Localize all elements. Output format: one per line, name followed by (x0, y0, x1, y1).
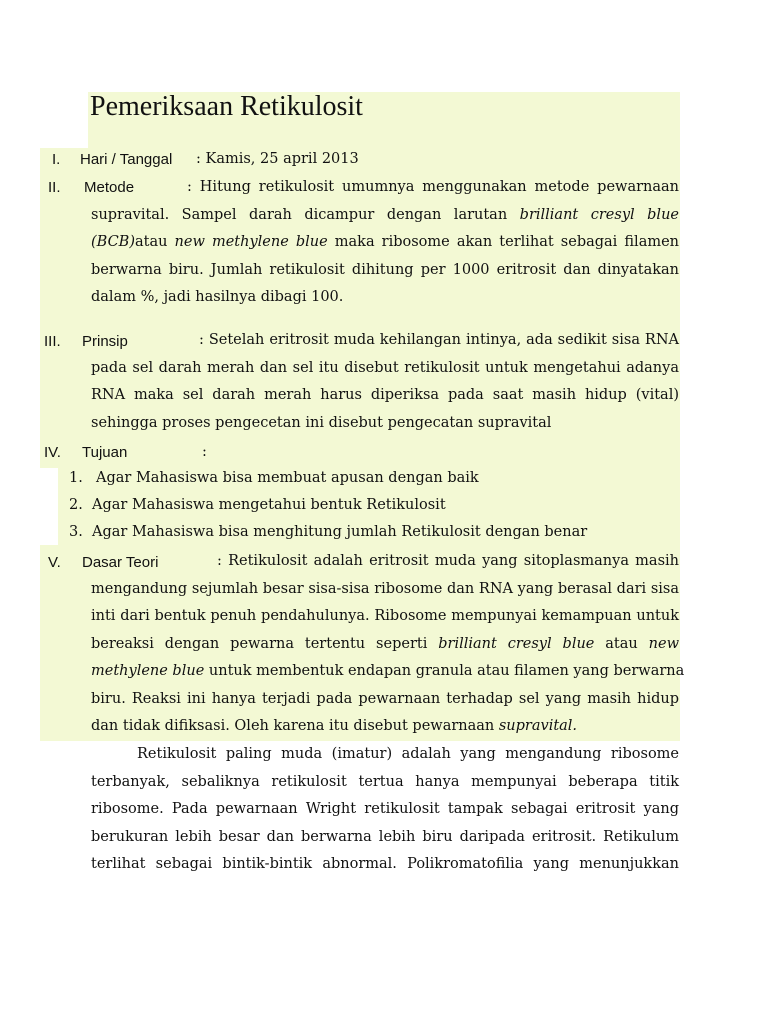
metode-line-5: dalam %, jadi hasilnya dibagi 100. (91, 289, 344, 305)
section-1-number: I. (52, 151, 61, 168)
section-2-heading: Metode (84, 179, 135, 196)
section-5-heading: Dasar Teori (82, 554, 159, 571)
section-4-number: IV. (44, 444, 61, 461)
teori-line-7: dan tidak difiksasi. Oleh karena itu disebut pewarnaan supravital. (91, 718, 578, 734)
prinsip-line-1: : Setelah eritrosit muda kehilangan intinya, ada sedikit sisa RNA (199, 332, 679, 348)
section-5-body (91, 548, 685, 741)
goal-3-number: 3. (69, 524, 83, 540)
section-5-number: V. (48, 554, 61, 571)
teori-line-3: inti dari bentuk penuh pendahulunya. Ribosome mempunyai kemampuan untuk (91, 608, 679, 624)
teori-line-1: : Retikulosit adalah eritrosit muda yang sitoplasmanya masih (217, 553, 679, 569)
section-3-heading: Prinsip (82, 333, 128, 350)
section-2-number: II. (48, 179, 61, 196)
teori-line-5: methylene blue untuk membentuk endapan granula atau filamen yang berwarna (91, 663, 685, 679)
goal-2-number: 2. (69, 497, 83, 513)
metode-line-3: (BCB)atau new methylene blue maka ribosome akan terlihat sebagai filamen (91, 234, 680, 250)
section-1-text: : Kamis, 25 april 2013 (196, 151, 359, 167)
para2-line-4: berukuran lebih besar dan berwarna lebih biru daripada eritrosit. Retikulum (91, 828, 679, 845)
section-4-heading: Tujuan (82, 444, 128, 461)
goal-2-text: Agar Mahasiswa mengetahui bentuk Retikulosit (92, 497, 446, 513)
metode-line-1: : Hitung retikulosit umumnya menggunakan metode pewarnaan (187, 179, 679, 195)
section-4-colon: : (202, 444, 207, 460)
goal-3-text: Agar Mahasiswa bisa menghitung jumlah Retikulosit dengan benar (92, 524, 588, 540)
teori-line-2: mengandung sejumlah besar sisa-sisa ribosome dan RNA yang berasal dari sisa (91, 580, 679, 597)
prinsip-line-4: sehingga proses pengecetan ini disebut pengecatan supravital (91, 414, 552, 431)
metode-line-2: supravital. Sampel darah dicampur dengan larutan brilliant cresyl blue (91, 206, 679, 223)
teori-line-4: bereaksi dengan pewarna tertentu seperti brilliant cresyl blue atau new (91, 635, 679, 652)
metode-line-4: berwarna biru. Jumlah retikulosit dihitung per 1000 eritrosit dan dinyatakan (91, 261, 679, 278)
para2-line-2: terbanyak, sebaliknya retikulosit tertua hanya mempunyai beberapa titik (91, 773, 679, 790)
page-title: Pemeriksaan Retikulosit (90, 91, 363, 122)
section-3-number: III. (44, 333, 61, 350)
section-2-body (91, 174, 679, 312)
teori-line-6: biru. Reaksi ini hanya terjadi pada pewarnaan terhadap sel yang masih hidup (91, 690, 679, 707)
paragraph-2 (91, 741, 679, 879)
section-1-heading: Hari / Tanggal (80, 151, 173, 168)
para2-line-3: ribosome. Pada pewarnaan Wright retikulosit tampak sebagai eritrosit yang (91, 801, 679, 817)
para2-line-5: terlihat sebagai bintik-bintik abnormal. Polikromatofilia yang menunjukkan (91, 856, 679, 872)
goal-1-number: 1. (69, 470, 83, 486)
highlight-block-left (40, 148, 90, 468)
goal-1-text: Agar Mahasiswa bisa membuat apusan dengan baik (96, 470, 479, 486)
para2-line-1: Retikulosit paling muda (imatur) adalah yang mengandung ribosome (137, 746, 679, 762)
prinsip-line-2: pada sel darah merah dan sel itu disebut retikulosit untuk mengetahui adanya (91, 359, 679, 376)
section-3-body (91, 327, 679, 437)
prinsip-line-3: RNA maka sel darah merah harus diperiksa pada saat masih hidup (vital) (91, 387, 679, 403)
